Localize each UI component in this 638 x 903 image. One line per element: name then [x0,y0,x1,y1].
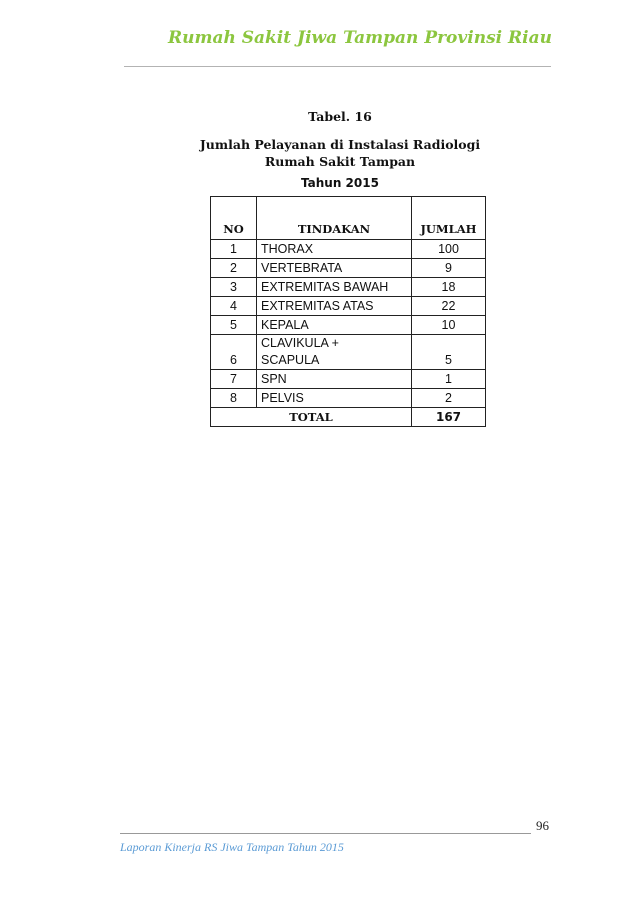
table-header-row [211,197,486,240]
cell-tindakan: PELVIS [257,389,412,408]
cell-tindakan: EXTREMITAS BAWAH [257,278,412,297]
cell-tindakan: EXTREMITAS ATAS [257,297,412,316]
table-title-line-2: Rumah Sakit Tampan [264,154,416,169]
table-row [211,259,486,278]
radiology-services-table [210,196,486,427]
cell-jumlah: 18 [412,278,486,297]
table-year: Tahun 2015 [301,176,379,190]
cell-tindakan: THORAX [257,240,412,259]
cell-jumlah: 100 [412,240,486,259]
cell-no: 1 [211,240,257,259]
cell-no: 7 [211,370,257,389]
cell-no: 3 [211,278,257,297]
table-number: Tabel. 16 [308,109,372,124]
footer-text: Laporan Kinerja RS Jiwa Tampan Tahun 2015 [120,840,344,854]
cell-jumlah: 5 [412,335,486,370]
table-row [211,297,486,316]
table-title [190,136,490,170]
total-value: 167 [412,408,486,427]
page-number: 96 [536,818,549,833]
cell-tindakan: VERTEBRATA [257,259,412,278]
table-row [211,316,486,335]
table-row [211,335,486,370]
cell-no: 5 [211,316,257,335]
table-row [211,278,486,297]
total-label: TOTAL [211,408,412,427]
cell-no: 2 [211,259,257,278]
col-header-tindakan: TINDAKAN [257,197,412,240]
cell-tindakan: KEPALA [257,316,412,335]
cell-no: 4 [211,297,257,316]
col-header-no: NO [211,197,257,240]
footer-divider [120,833,531,834]
table-row [211,370,486,389]
cell-no: 6 [211,335,257,370]
page-header-title: Rumah Sakit Jiwa Tampan Provinsi Riau [167,28,552,48]
cell-tindakan: SPN [257,370,412,389]
cell-jumlah: 10 [412,316,486,335]
cell-jumlah: 9 [412,259,486,278]
cell-jumlah: 1 [412,370,486,389]
cell-jumlah: 22 [412,297,486,316]
cell-no: 8 [211,389,257,408]
header-divider [124,66,551,67]
cell-tindakan-line-2: SCAPULA [261,353,320,367]
table-row [211,240,486,259]
cell-tindakan [257,335,412,370]
cell-jumlah: 2 [412,389,486,408]
cell-tindakan-line-1: CLAVIKULA + [261,336,339,350]
table-title-line-1: Jumlah Pelayanan di Instalasi Radiologi [199,137,481,152]
col-header-jumlah: JUMLAH [412,197,486,240]
table-total-row [211,408,486,427]
table-row [211,389,486,408]
